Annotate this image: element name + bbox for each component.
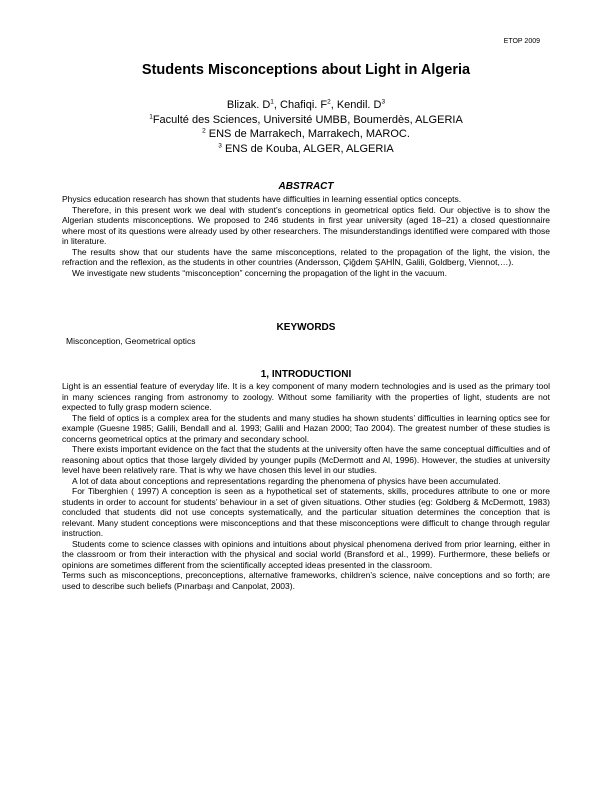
intro-paragraph: Light is an essential feature of everyday life. It is a key component of many modern technologies and is used as the primary tool in many sciences ranging from astronomy to zoology. Without some familiarity with the properties of light, students are not expected to fully grasp modern science. [62, 381, 550, 412]
conference-tag: ETOP 2009 [503, 38, 540, 45]
author-sup: 3 [381, 98, 386, 106]
author-name: , Kendil. D [330, 99, 382, 111]
author-names [0, 98, 612, 113]
keywords-text: Misconception, Geometrical optics [66, 336, 196, 346]
affiliation-sup: 1 [149, 112, 153, 120]
affiliation-text: ENS de Marrakech, Marrakech, MAROC. [205, 128, 410, 140]
affiliation-sup: 2 [202, 127, 206, 135]
affiliation-text: ENS de Kouba, ALGER, ALGERIA [221, 142, 394, 155]
affiliation-1 [0, 113, 612, 128]
affiliation-3 [0, 142, 612, 157]
abstract-heading: ABSTRACT [278, 181, 334, 192]
abstract-paragraph: We investigate new students “misconception” concerning the propagation of the light in the vacuum. [72, 267, 448, 278]
abstract-paragraph: The results show that our students have the same misconceptions, related to the propagation of the light, the vision, the refraction and the reflexion, as the students in other countries (Andersson, Çiğdem ŞAHİN, Galili, Goldberg, Viennot,…). [62, 246, 550, 267]
affiliation-sup: 3 [218, 141, 222, 149]
keywords-heading: KEYWORDS [276, 322, 336, 333]
intro-paragraph: For Tiberghien ( 1997) A conception is seen as a hypothetical set of statements, skills, procedures attribute to one or more students in order to account for students’ behaviour in a set of given situations. Other studies (eg: Goldberg & McDermott, 1983) concluded that students did not use concepts systematically, and the particular situation determines the conception that is relevant. Many student conceptions were misconceptions and that these misconceptions were difficult to change through regular instruction. [62, 486, 550, 538]
abstract-paragraph: Therefore, in this present work we deal with student’s conceptions in geometrical optics field. Our objective is to show the Algerian students misconceptions. We proposed to 246 students in first year university (aged 18–21) a closed questionnaire where most of its questions were already used by other researchers. The misunderstandings identified were compared with those in literature. [62, 204, 550, 246]
intro-paragraph: Terms such as misconceptions, preconceptions, alternative frameworks, children’s science, naive conceptions and so forth; are used to describe such beliefs (Pınarbaşı and Canpolat, 2003). [62, 570, 550, 591]
abstract-body [62, 194, 550, 278]
intro-paragraph: A lot of data about conceptions and representations regarding the phenomena of physics have been accumulated. [72, 475, 501, 486]
author-name: , Chafiqi. F [273, 99, 328, 111]
author-name: Blizak. D [226, 99, 271, 111]
intro-paragraph: The field of optics is a complex area for the students and many studies ha shown students’ difficulties in learning optics see for example (Guesne 1985; Galili, Bendall and al. 1993; Galili and Hazan 2000; Tao 2004). The greatest number of these studies is concerns geometrical optics at the primary and secondary school. [62, 412, 550, 444]
introduction-heading: 1, INTRODUCTIONI [260, 369, 352, 380]
intro-paragraph: There exists important evidence on the fact that the students at the university often have the same conceptual difficulties and of reasoning about optics that those largely divided by younger pupils (McDermott and Al, 1996). However, the studies at university level have been relatively rare. That is why we have chosen this level in our studies. [62, 444, 551, 475]
intro-paragraph: Students come to science classes with opinions and intuitions about physical phenomena derived from prior learning, either in the classroom or from their interaction with the physical and social world (Bransford et al., 1999). Furthermore, these beliefs or opinions are sometimes different from the scientifically accepted ideas presented in the classroom. [62, 538, 550, 570]
author-block [0, 98, 612, 156]
author-sup: 2 [327, 98, 331, 106]
abstract-paragraph: Physics education research has shown that students have difficulties in learning essential optics concepts. [62, 194, 462, 204]
introduction-body [62, 381, 550, 591]
paper-title: Students Misconceptions about Light in Algeria [141, 62, 471, 78]
affiliation-2 [0, 127, 612, 142]
affiliation-text: Faculté des Sciences, Université UMBB, Boumerdès, ALGERIA [152, 113, 463, 126]
author-sup: 1 [270, 98, 274, 106]
